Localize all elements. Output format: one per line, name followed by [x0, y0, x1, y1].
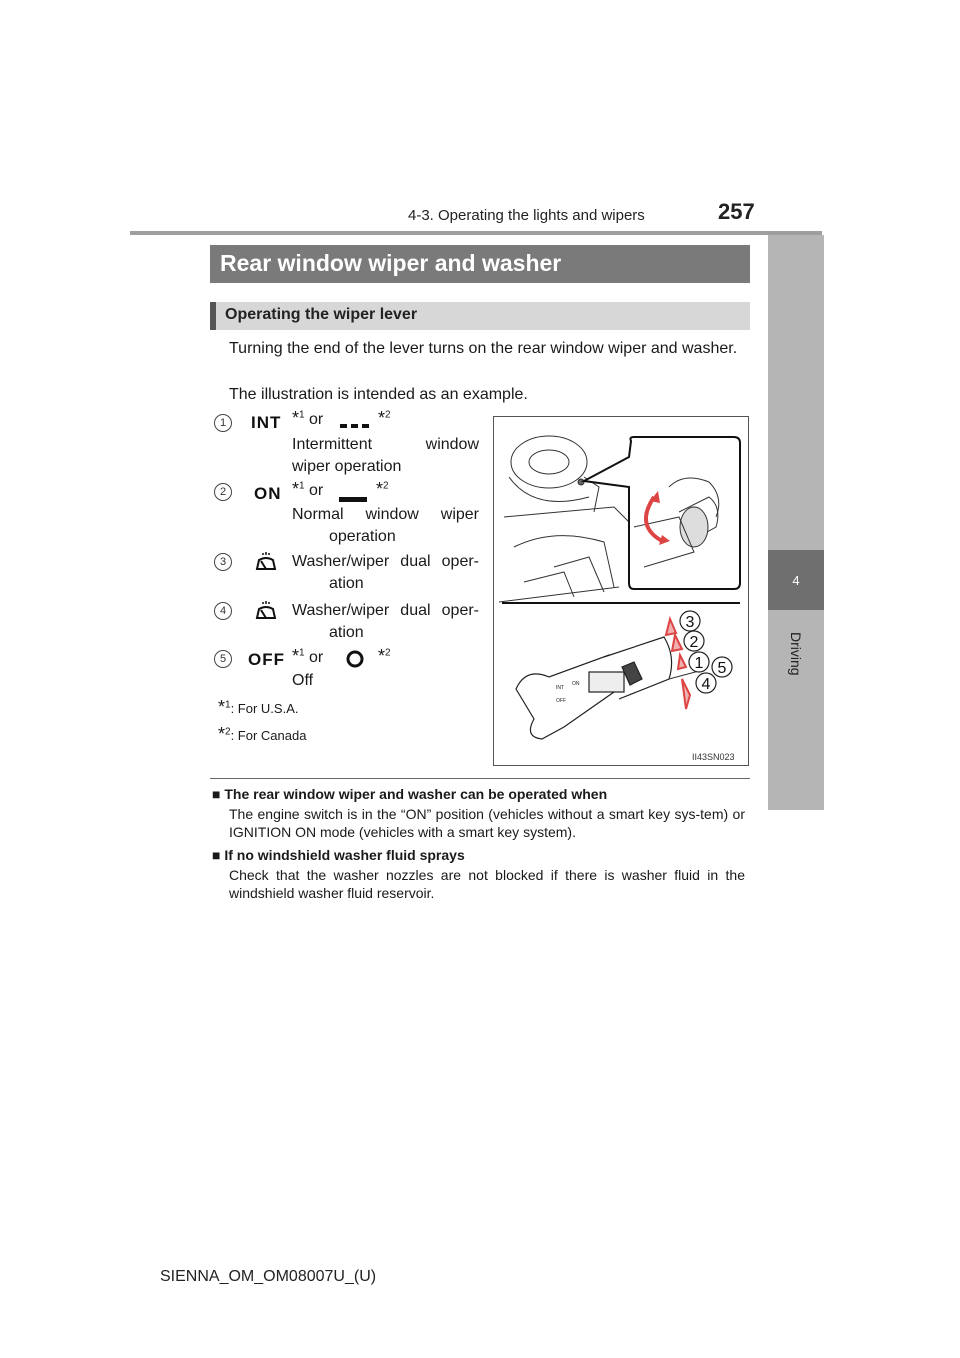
side-tab-label: Driving [788, 632, 804, 676]
star-mark: * [292, 479, 300, 499]
lever-mark-int: INT [556, 685, 565, 691]
item-number-3: 3 [214, 553, 232, 571]
footnote-2 [218, 724, 306, 745]
item-5-mark-line [292, 646, 323, 667]
item-2-mark-line [292, 479, 323, 500]
item-2-desc-line-2: operation [329, 528, 396, 545]
star-mark: * [292, 646, 300, 666]
note-2-heading [212, 847, 465, 863]
sup-mark: 2 [385, 647, 391, 659]
washer-wiper-icon [254, 600, 278, 627]
page-number: 257 [718, 199, 755, 224]
int-symbol: INT [251, 413, 282, 432]
star-mark: * [378, 646, 386, 666]
callout-5: 5 [717, 660, 727, 677]
off-symbol: OFF [248, 650, 285, 669]
washer-wiper-icon [254, 551, 278, 578]
section-title-bar [210, 245, 750, 283]
header-rule [130, 231, 822, 235]
callout-4: 4 [701, 676, 711, 693]
item-1-desc-line-2: wiper operation [292, 458, 402, 475]
notes-divider [210, 778, 750, 779]
intro-paragraph-2: The illustration is intended as an example. [229, 386, 528, 403]
side-tab-label-box [768, 610, 824, 810]
or-text: or [309, 482, 324, 499]
item-3-desc-line-2: ation [329, 575, 364, 592]
section-header: 4-3. Operating the lights and wipers [408, 207, 645, 224]
item-number-1: 1 [214, 414, 232, 432]
on-symbol: ON [254, 484, 282, 503]
wiper-lever-illustration [493, 416, 749, 766]
note-heading-text: The rear window wiper and washer can be operated when [224, 786, 608, 802]
star-mark: * [376, 479, 384, 499]
side-tab-bar [768, 235, 824, 550]
callout-1: 1 [694, 655, 704, 672]
section-title: Rear window wiper and washer [220, 250, 562, 276]
subsection-title-bar [210, 302, 750, 330]
note-heading-text: If no windshield washer fluid sprays [224, 847, 465, 863]
lever-mark-off: OFF [556, 698, 566, 704]
note-1-body: The engine switch is in the “ON” position (vehicles without a smart key sys-tem) or IGNITION ON mode (vehicles with a smart key system). [229, 806, 745, 840]
star-mark: * [378, 408, 386, 428]
bullet-mark: ■ [212, 847, 221, 863]
sup-mark: 2 [385, 409, 391, 421]
illustration-code: II43SN023 [692, 752, 735, 762]
callout-2: 2 [689, 634, 699, 651]
item-3-desc-line-1: Washer/wiper dual oper- [292, 553, 479, 570]
footnote-1 [218, 697, 298, 718]
item-4-desc-line-1: Washer/wiper dual oper- [292, 602, 479, 619]
footnote-text: : For Canada [230, 728, 307, 743]
item-4-desc-line-2: ation [329, 624, 364, 641]
star-mark: * [218, 724, 226, 744]
note-2-body: Check that the washer nozzles are not blocked if there is washer fluid in the windshield washer fluid reservoir. [229, 867, 745, 901]
lever-mark-on: ON [572, 681, 580, 687]
bullet-mark: ■ [212, 786, 221, 802]
item-2-canada-mark [376, 479, 389, 500]
callout-3: 3 [685, 614, 695, 631]
side-tab-number: 4 [768, 550, 824, 610]
item-number-2: 2 [214, 483, 232, 501]
footnote-mark: 2 [225, 726, 231, 738]
intro-paragraph-1: Turning the end of the lever turns on the rear window wiper and washer. [229, 340, 738, 357]
note-1-heading [212, 786, 607, 802]
or-text: or [309, 649, 324, 666]
item-1-canada-mark [378, 408, 391, 429]
document-footer: SIENNA_OM_OM08007U_(U) [160, 1268, 377, 1285]
item-5-canada-mark [378, 646, 391, 667]
sup-mark: 2 [383, 480, 389, 492]
item-number-5: 5 [214, 650, 232, 668]
sup-mark: 1 [299, 480, 305, 492]
star-mark: * [218, 697, 226, 717]
item-5-desc: Off [292, 672, 314, 689]
item-number-4: 4 [214, 602, 232, 620]
subsection-title: Operating the wiper lever [225, 306, 418, 323]
item-1-mark-line [292, 408, 323, 429]
item-1-desc-line-1: Intermittent window [292, 436, 479, 453]
item-2-desc-line-1: Normal window wiper [292, 506, 479, 523]
or-text: or [309, 411, 324, 428]
footnote-text: : For U.S.A. [230, 701, 299, 716]
sup-mark: 1 [299, 409, 305, 421]
star-mark: * [292, 408, 300, 428]
footnote-mark: 1 [225, 699, 231, 711]
sup-mark: 1 [299, 647, 305, 659]
